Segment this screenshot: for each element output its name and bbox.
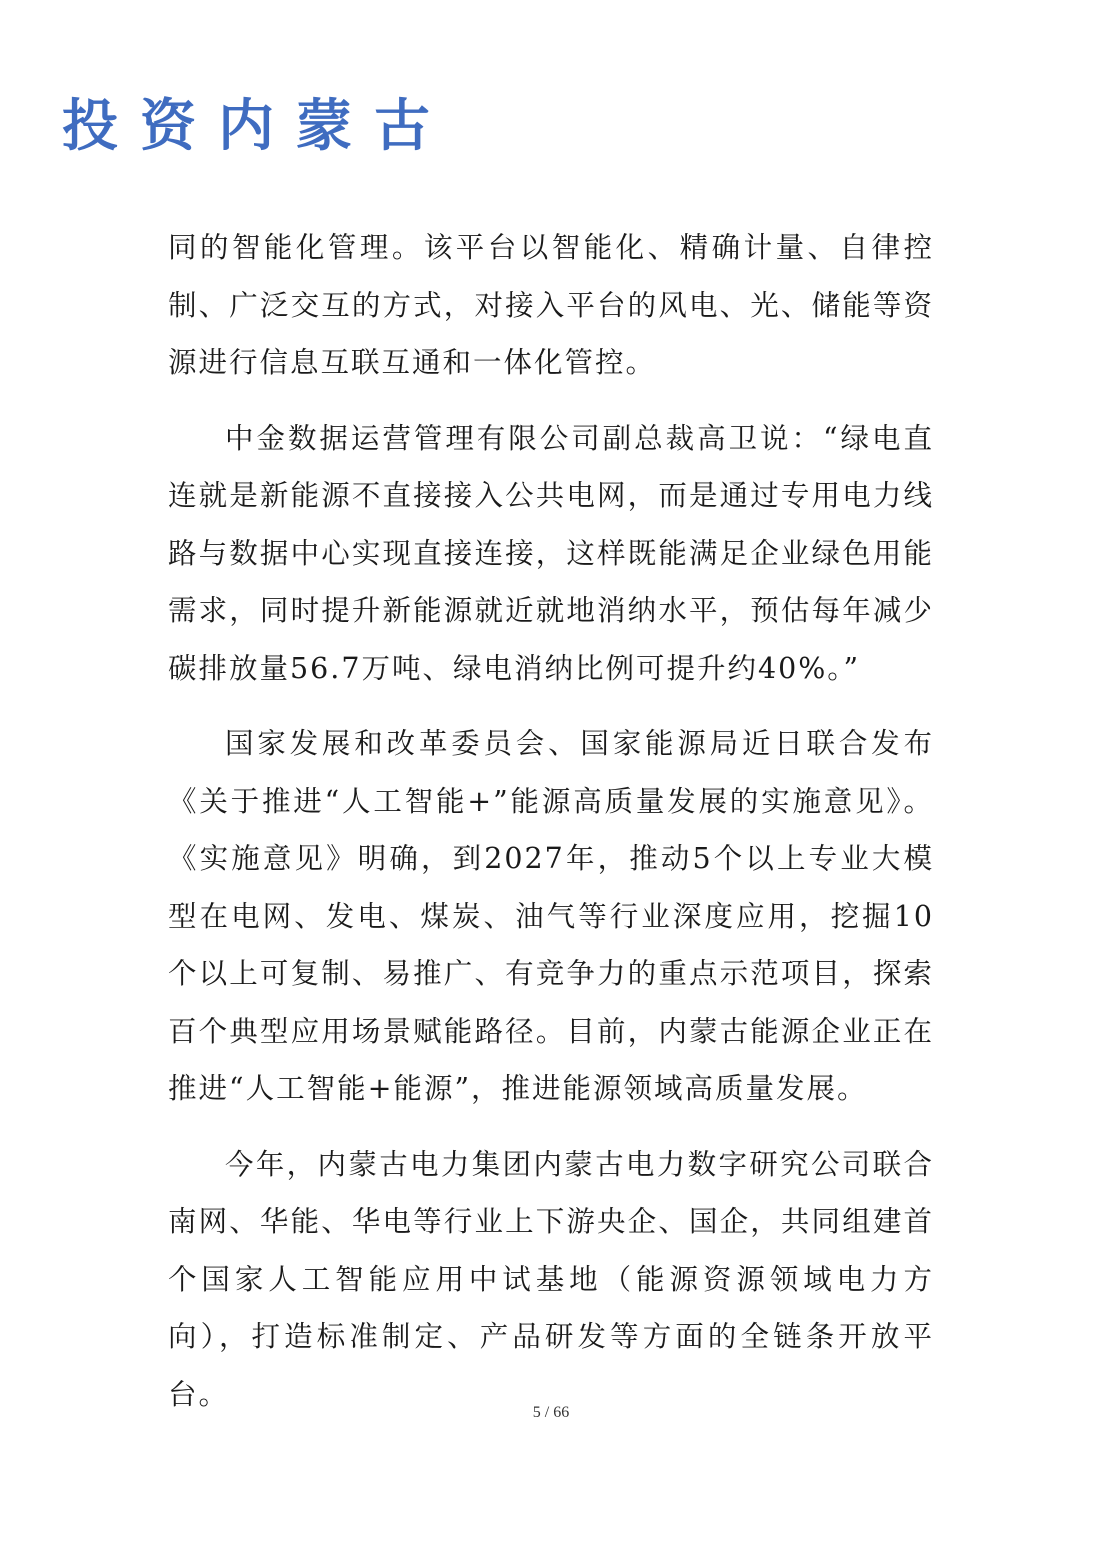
article-body	[168, 219, 934, 1441]
paragraph-3: 国家发展和改革委员会、国家能源局近日联合发布《关于推进“人工智能+”能源高质量发展的实施意见》。《实施意见》明确，到2027年，推动5个以上专业大模型在电网、发电、煤炭、油气等行业深度应用，挖掘10个以上可复制、易推广、有竞争力的重点示范项目，探索百个典型应用场景赋能路径。目前，内蒙古能源企业正在推进“人工智能+能源”，推进能源领域高质量发展。	[168, 727, 934, 1105]
page-number: 5 / 66	[532, 1404, 570, 1421]
header-title: 投资内蒙古	[62, 93, 452, 159]
paragraph-1: 同的智能化管理。该平台以智能化、精确计量、自律控制、广泛交互的方式，对接入平台的风电、光、储能等资源进行信息互联互通和一体化管控。	[168, 231, 934, 379]
paragraph-2: 中金数据运营管理有限公司副总裁高卫说：“绿电直连就是新能源不直接接入公共电网，而是通过专用电力线路与数据中心实现直接连接，这样既能满足企业绿色用能需求，同时提升新能源就近就地消纳水平，预估每年减少碳排放量56.7万吨、绿电消纳比例可提升约40%。”	[168, 421, 934, 685]
paragraph-4: 今年，内蒙古电力集团内蒙古电力数字研究公司联合南网、华能、华电等行业上下游央企、国企，共同组建首个国家人工智能应用中试基地（能源资源领域电力方向），打造标准制定、产品研发等方面的全链条开放平台。	[168, 1147, 934, 1411]
